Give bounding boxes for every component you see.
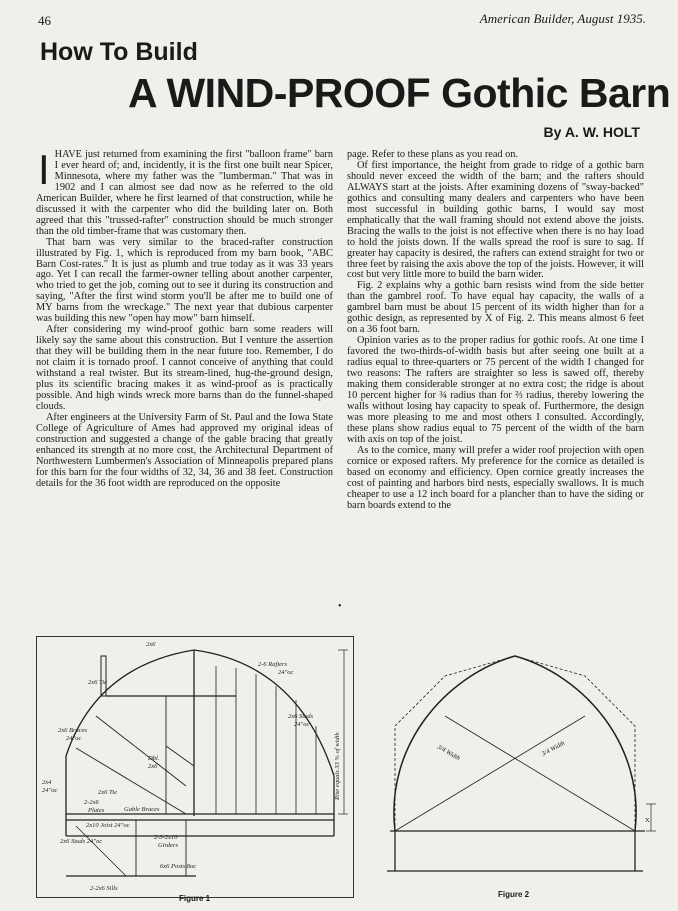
label-braces-oc: 24"oc	[66, 735, 82, 742]
paragraph: As to the cornice, many will prefer a wider roof projection with open cornice or exposed rafters. My preference for the cornice as detailed is based on economy and efficiency. Open cornice greatly increases the cost of painting and harbors bird nests, especially swallows. It is much cheaper to use a 12 inch board for a plancher than to have the siding or barn boards extend to the	[347, 444, 644, 511]
label-left-oc: 24"oc	[42, 787, 58, 794]
label-gable-braces: Gable Braces	[124, 806, 160, 813]
paragraph: Fig. 2 explains why a gothic barn resists wind from the side better than the gambrel roof. To have equal hay capacity, the walls of a gambrel barn must be about 15 percent of its width higher than for a gothic design, as represented by X of Fig. 2. This means almost 6 feet on a 36 foot barn.	[347, 280, 644, 336]
label-rise: Rise equals 33 % of width	[334, 732, 341, 800]
label-left-2x4: 2x4	[42, 779, 52, 786]
label-joist: 2x10 Joist 24"oc	[86, 822, 130, 829]
label-posts: 6x6 Posts 8oc	[160, 863, 197, 870]
title-line-2: A WIND-PROOF Gothic Barn	[128, 70, 671, 116]
label-dbl-2x6: 2x6	[148, 763, 158, 770]
column-right	[347, 150, 644, 511]
figure-1	[36, 636, 354, 898]
page-number: 46	[38, 13, 51, 28]
figure-2-caption: Figure 2	[498, 890, 530, 899]
running-head: American Builder, August 1935.	[479, 11, 646, 26]
label-plates-b: Plates	[88, 807, 105, 814]
label-studs-right-oc: 24"oc	[294, 721, 310, 728]
label-tie-mid: 2x6 Tie	[98, 789, 117, 796]
paragraph: Opinion varies as to the proper radius for gothic roofs. At one time I favored the two-thirds-of-width basis but after seeing one built at a radius equal to three-quarters or 75 percent of the width I changed for two reasons: The rafters are straighter so less is sawed off, thereby making them considerable stronger at no extra cost; the ridge is about 10 percent higher for ¾ radius than for ⅔ radius, thereby lowering the walls without losing hay capacity to speak of. Furthermore, the design was more pleasing to me and most others I consulted. Accordingly, these plans show radius equal to 75 percent of the width of the barn with axis on top of the joist.	[347, 335, 644, 445]
label-girders-a: 2-3-2x10	[154, 834, 178, 841]
byline: By A. W. HOLT	[543, 124, 640, 140]
label-braces: 2x6 Braces	[58, 727, 88, 734]
paragraph: Of first importance, the height from grade to ridge of a gothic barn should never exceed the width of the barn; and the rafters should ALWAYS start at the joists. After examining dozens of "sway-backed" gothics and consulting many dealers and carpenters who have been most successful in building gothic barns, I would say most emphatically that the wall framing should not extend above the joists. Bracing the walls to the joist is not effective when there is no hay load to hold the joists down. If the walls spread the roof is sure to sag. If greater hay capacity is desired, the rafters can extend straight for two or three feet by raising the axis above the top of the joists. However, it will cost but very little more to build the barn wider.	[347, 159, 644, 281]
title-line-1: How To Build	[40, 38, 198, 66]
column-left	[36, 146, 333, 490]
figure-1-drawing	[36, 636, 354, 898]
figure-2-drawing	[375, 636, 663, 898]
label-sills: 2-2x6 Sills	[90, 885, 118, 892]
label-studs-bottom: 2x6 Studs 24"oc	[60, 838, 103, 845]
paragraph: IHAVE just returned from examining the first "balloon frame" barn I ever heard of; and, incidently, it is the first one built near Spicer, Minnesota, where my father was the "lumberman." That was in 1902 and I can almost see dad now as he referred to the old American Builder, where he first learned of that construction, while he discussed it with the carpenter who did the building later on. Both agreed that this "trussed-rafter" construction should be much stronger than the old timber-frame that was customary then.	[36, 146, 333, 237]
column-bullet: •	[338, 601, 342, 612]
label-top-2x6: 2x6	[146, 641, 156, 648]
label-width-left: 3/4 Width	[436, 743, 462, 763]
label-dbl: Dbl.	[148, 755, 160, 762]
label-plates-a: 2-2x6	[84, 799, 99, 806]
label-girders-b: Girders	[158, 842, 178, 849]
figure-1-caption: Figure 1	[179, 894, 211, 903]
paragraph: That barn was very similar to the braced-rafter construction illustrated by Fig. 1, which is reproduced from my barn book, "ABC Barn Cost-rates." It is just as plumb and true today as it was 33 years ago. Yet I can recall the farmer-owner telling about another carpenter, who tried to get the job, coming out to see it during its construction and saying, "After the first wind storm you'll be after me to build one of MY barns from the wreckage." The next year that dubious carpenter was building this new "open hay mow" barn himself.	[36, 236, 333, 325]
label-x: X	[645, 817, 650, 824]
label-rafters-oc: 24"oc	[278, 669, 294, 676]
paragraph: page. Refer to these plans as you read on.	[347, 149, 518, 160]
figure-2	[375, 636, 663, 898]
paragraph: After engineers at the University Farm of St. Paul and the Iowa State College of Agriculture of Ames had approved my original ideas of construction and suggested a change of the gable bracing that greatly enhanced its strength at no more cost, the Architectural Department of Northwestern Lumbermen's Association of Minneapolis prepared plans for this barn for the four widths of 32, 34, 36 and 38 feet. Construction details for the 36 foot width are reproduced on the opposite	[36, 411, 333, 489]
label-studs-right: 2x6 Studs	[288, 713, 314, 720]
label-rafters: 2-6 Rafters	[258, 661, 288, 668]
label-tie-top: 2x6 Tie	[88, 679, 107, 686]
drop-cap: I	[38, 146, 50, 193]
label-width-right: 3/4 Width	[540, 739, 567, 758]
paragraph: After considering my wind-proof gothic barn some readers will likely say the same about this construction. But I venture the assertion that they will be building them in the near future too. Remember, I do not claim it is tornado proof. I cannot conceive of anything that could withstand a real twister. But its stream-lined, hug-the-ground design, plus its scientific bracing makes it as wind-proof as is practically possible. And high winds wreck more barns than do the funnel-shaped clouds.	[36, 324, 333, 412]
